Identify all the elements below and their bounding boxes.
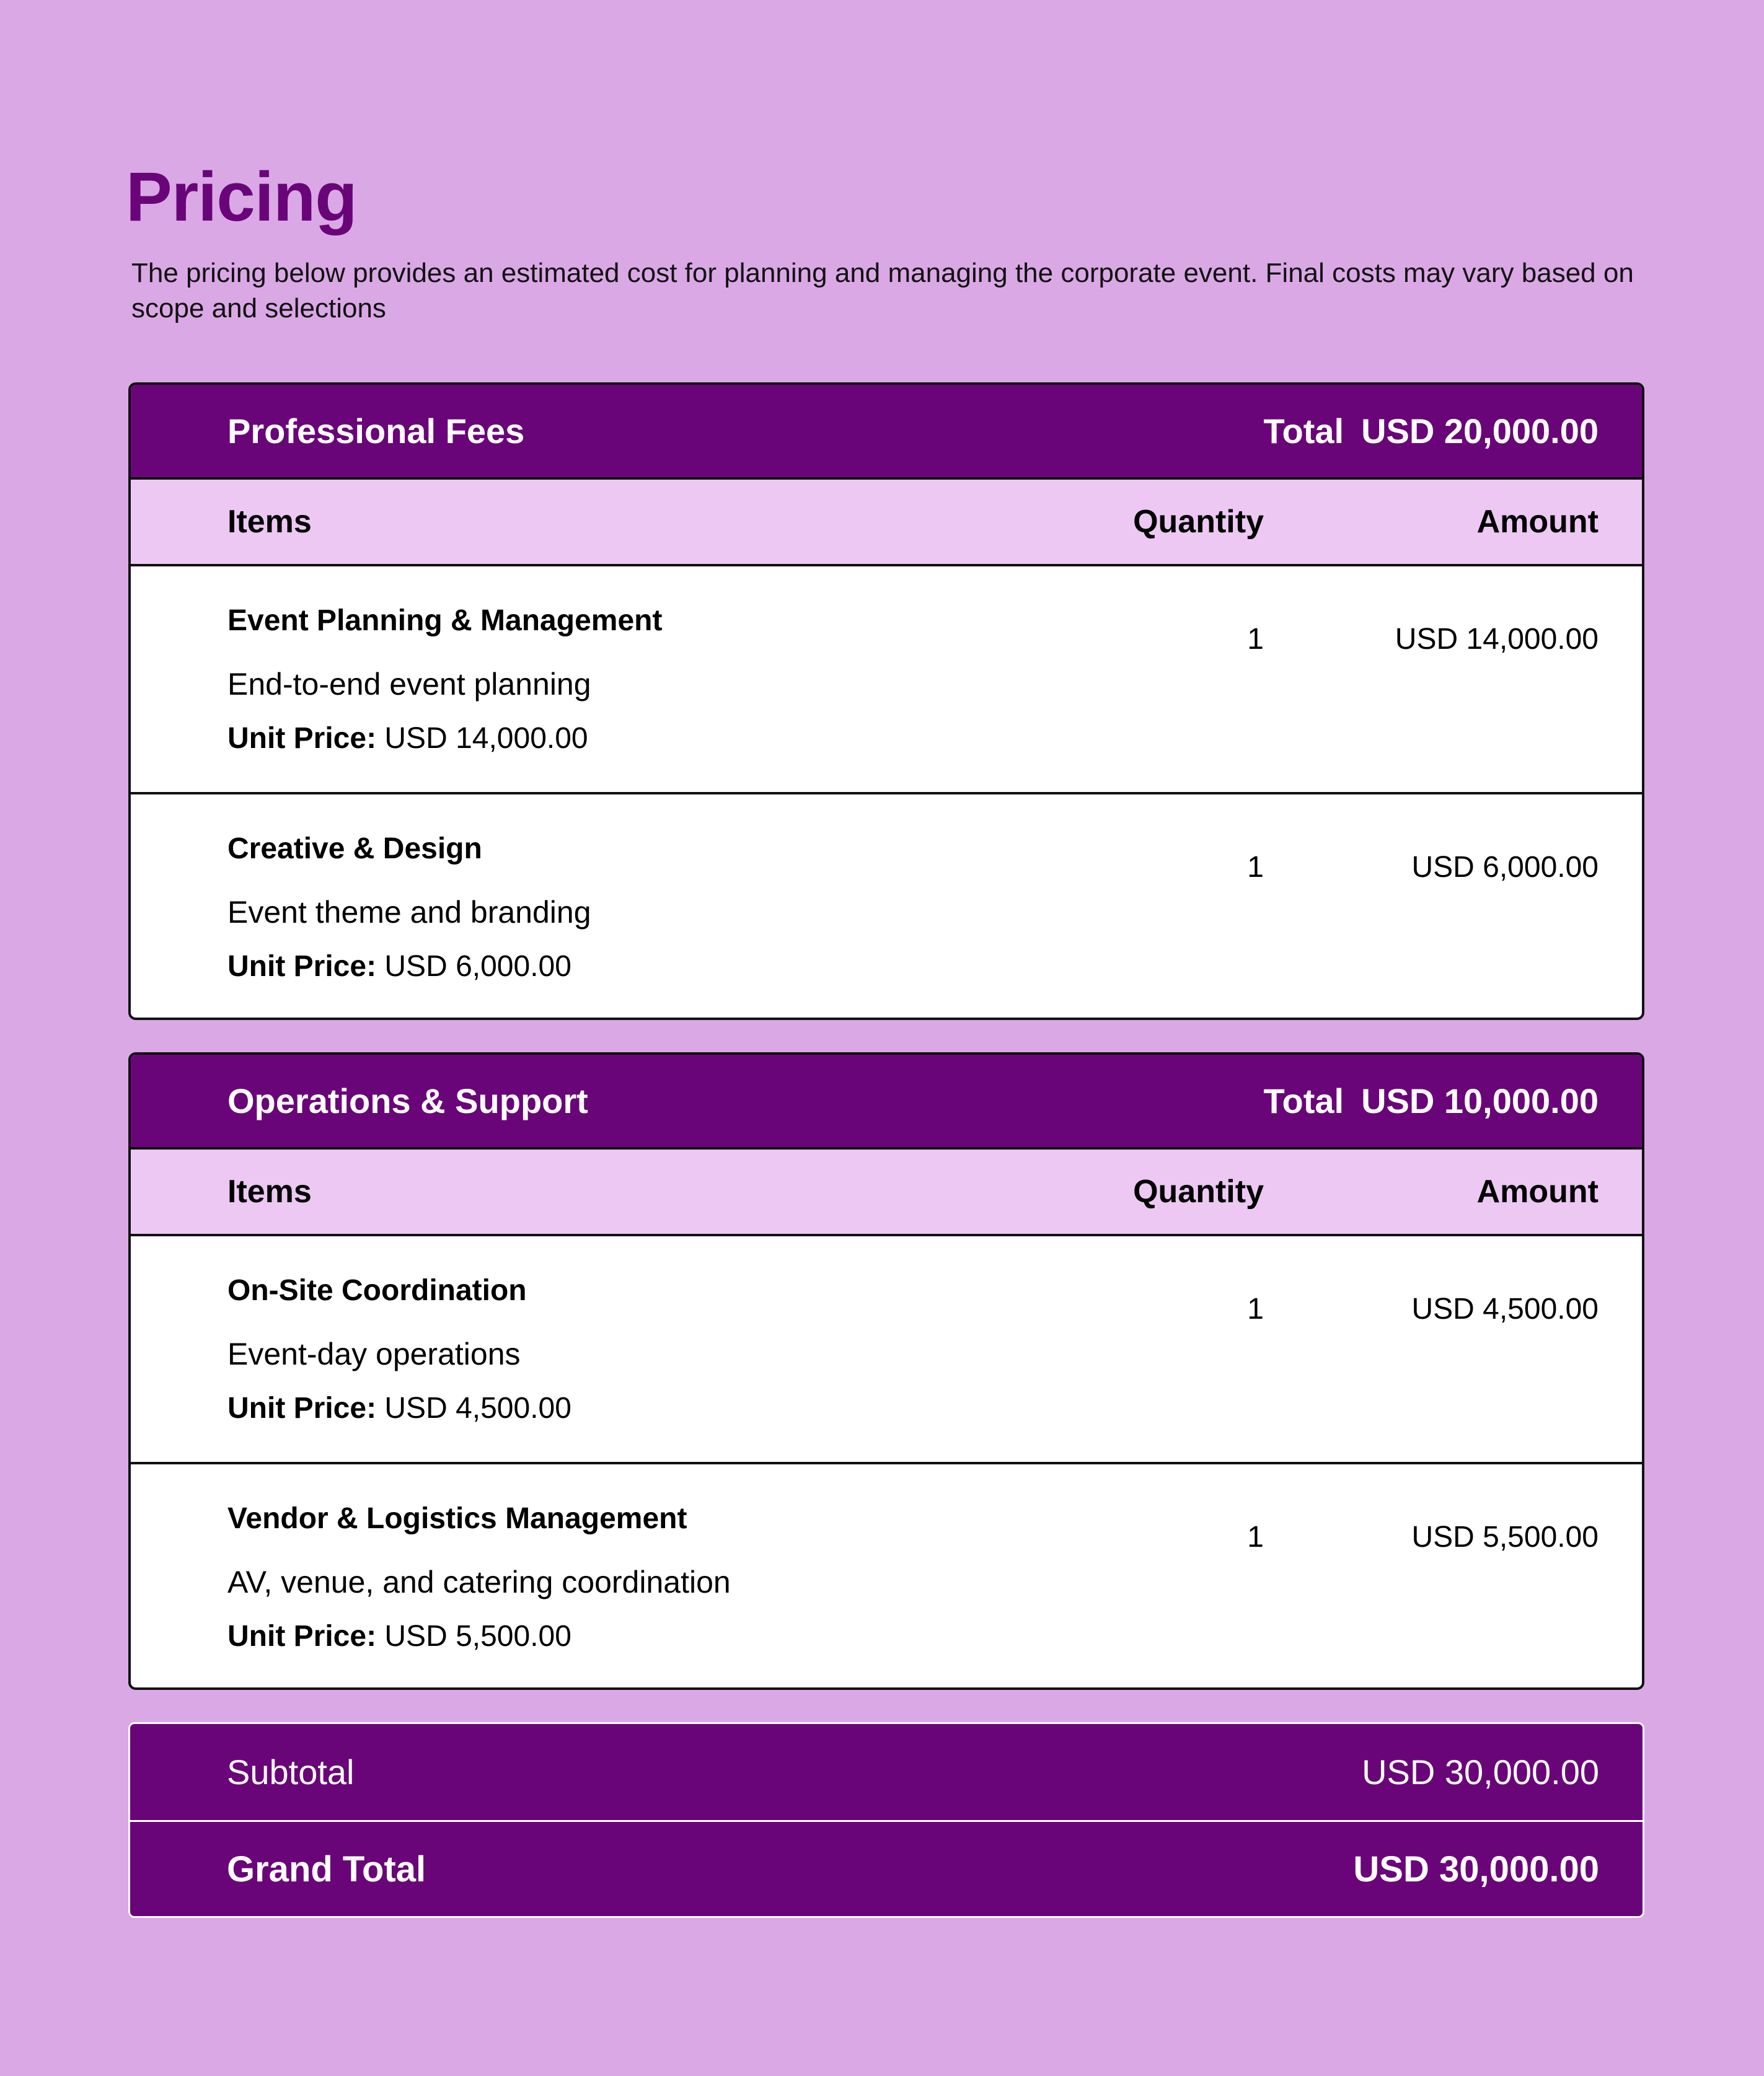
item-unit-price — [227, 1390, 571, 1427]
unit-price-value: USD 14,000.00 — [384, 722, 588, 755]
section-header — [131, 1055, 1642, 1150]
column-header-quantity: Quantity — [1133, 504, 1264, 540]
column-header-items: Items — [227, 1174, 312, 1210]
totals-summary — [128, 1722, 1644, 1918]
item-amount: USD 6,000.00 — [1411, 851, 1599, 884]
column-header-quantity: Quantity — [1133, 1174, 1264, 1210]
unit-price-value: USD 5,500.00 — [384, 1620, 571, 1653]
item-unit-price — [227, 720, 588, 757]
unit-price-label: Unit Price: — [227, 950, 377, 983]
unit-price-value: USD 6,000.00 — [384, 950, 571, 983]
column-header-amount: Amount — [1476, 1174, 1599, 1210]
line-item-row — [131, 1236, 1642, 1462]
column-header-amount: Amount — [1476, 504, 1599, 540]
intro-paragraph: The pricing below provides an estimated cost for planning and managing the corporate event. Final costs may vary based on scope and selections — [131, 258, 1634, 323]
item-unit-price — [227, 948, 571, 985]
item-description: End-to-end event planning — [227, 667, 591, 702]
section-title: Operations & Support — [227, 1081, 588, 1120]
unit-price-label: Unit Price: — [227, 722, 377, 755]
column-header-row — [131, 480, 1642, 566]
subtotal-label: Subtotal — [227, 1753, 355, 1792]
item-name: On-Site Coordination — [227, 1274, 527, 1307]
subtotal-row — [130, 1724, 1643, 1820]
section-total-label: Total — [1263, 411, 1344, 451]
column-header-row — [131, 1150, 1642, 1236]
item-description: Event theme and branding — [227, 895, 591, 930]
section-total — [1263, 1081, 1599, 1121]
grand-total-row — [130, 1820, 1643, 1916]
item-description: Event-day operations — [227, 1337, 521, 1371]
unit-price-value: USD 4,500.00 — [384, 1392, 571, 1425]
item-amount: USD 14,000.00 — [1395, 623, 1599, 656]
item-quantity: 1 — [1247, 851, 1264, 884]
line-item-row — [131, 1462, 1642, 1687]
page-title: Pricing — [126, 158, 357, 235]
grand-total-label: Grand Total — [227, 1849, 426, 1889]
item-quantity: 1 — [1247, 623, 1264, 656]
section-total-value: USD 20,000.00 — [1361, 411, 1599, 451]
item-unit-price — [227, 1618, 571, 1655]
unit-price-label: Unit Price: — [227, 1392, 377, 1425]
item-quantity: 1 — [1247, 1521, 1264, 1554]
unit-price-label: Unit Price: — [227, 1620, 377, 1653]
section-operations-support — [128, 1052, 1644, 1690]
section-professional-fees — [128, 382, 1644, 1020]
section-total-value: USD 10,000.00 — [1361, 1081, 1599, 1120]
subtotal-value: USD 30,000.00 — [1362, 1753, 1599, 1792]
line-item-row — [131, 792, 1642, 1018]
item-quantity: 1 — [1247, 1293, 1264, 1326]
item-name: Creative & Design — [227, 832, 482, 865]
item-amount: USD 4,500.00 — [1411, 1293, 1599, 1326]
item-description: AV, venue, and catering coordination — [227, 1565, 731, 1599]
section-title: Professional Fees — [227, 411, 525, 451]
line-item-row — [131, 566, 1642, 792]
grand-total-value: USD 30,000.00 — [1353, 1849, 1599, 1889]
section-total — [1263, 411, 1599, 451]
item-name: Vendor & Logistics Management — [227, 1502, 687, 1535]
item-name: Event Planning & Management — [227, 604, 663, 637]
section-header — [131, 385, 1642, 480]
item-amount: USD 5,500.00 — [1411, 1521, 1599, 1554]
section-total-label: Total — [1263, 1081, 1344, 1120]
column-header-items: Items — [227, 504, 312, 540]
